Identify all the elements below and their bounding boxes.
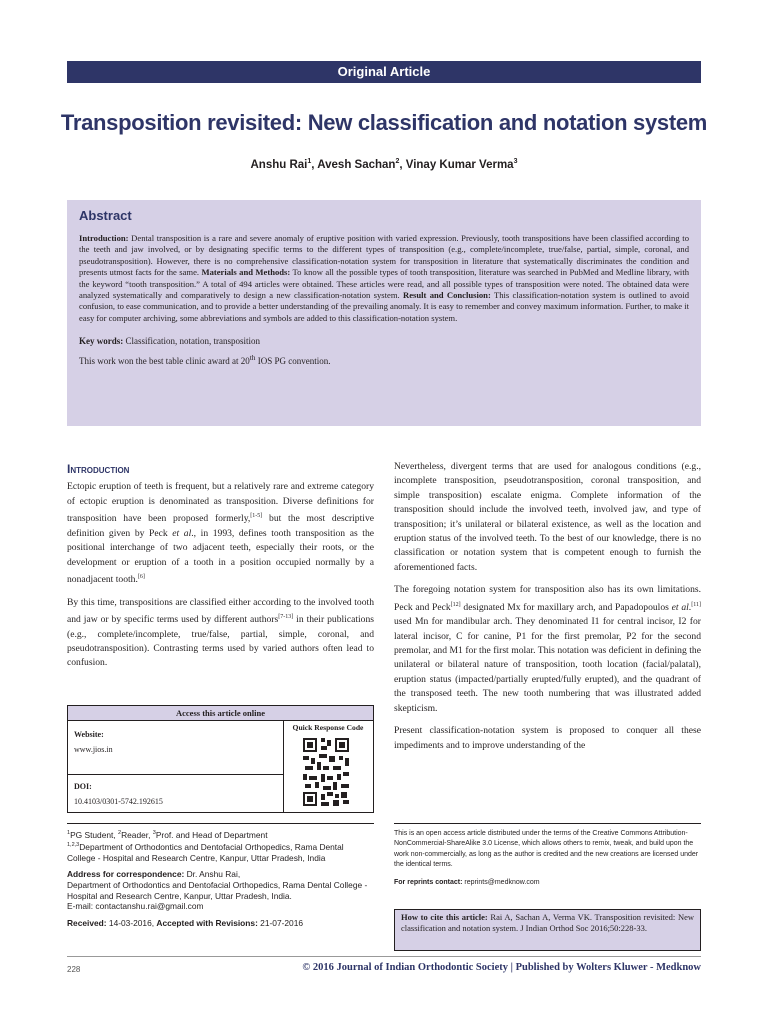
affil-sup: 3 [152,830,156,836]
paragraph: Nevertheless, divergent terms that are used for analogous conditions (e.g., incomplete transposition, pseudotransposition, coronal transposition, and simple transposition) escalate enigma. Complete information of the transposition should include the involved teeth, involved jaw, and type of transposition; it’s unilateral or bilateral existence, as well as the location and eruption status of the involved teeth. To the best of our knowledge, there is no classification or notation system that is competent enough to furnish the aforementioned facts. [394,461,701,573]
text: ., in 1993, defines tooth transposition as the positional interchange of two adjacent teeth, especially their roots, or the development or eruption of a tooth in a position occupied normally by a nonadjacent tooth. [67,527,375,586]
text: By this time, transpositions are classified either according to the involved tooth and jaw or by specific terms used by different authors [67,596,374,626]
reprints-label: For reprints contact: [394,878,463,886]
keywords-text: Classification, notation, transposition [123,336,260,347]
doi-link[interactable]: 10.4103/0301-5742.192615 [74,797,163,806]
award-note [79,352,689,367]
website-link[interactable]: www.jios.in [74,745,113,754]
abstract-panel [67,200,701,426]
affil-sup: 2 [118,830,122,836]
author-affil-sup: 2 [395,158,400,165]
website-label: Website: [74,730,104,739]
email-link[interactable]: contactanshu.rai@gmail.com [95,901,204,912]
abstract-intro-text: Dental transposition is a rare and severe anomaly of eruptive position with varied expression. Previously, tooth transpositions have been classified according to the teeth and jaw involved, or by designating specific terms to the different types of transposition (e.g., complete/incomplete, true/false, partial, simple, coronal, and pseudotransposition). However, there is no comprehensive classification-notation system for transposition in literature that systematically discriminates the condition and presents utmost facts for the same. [79,233,689,278]
qr-panel [283,720,373,812]
text: Dr. Anshu Rai, [184,869,241,880]
qr-label: Quick Response Code [292,723,364,732]
dates-block [67,918,374,929]
text: E-mail: [67,901,96,912]
paragraph: Present classification-notation system is proposed to conquer all these impediments and to improve understanding of the [394,725,701,751]
text: The foregoing notation system for transposition also has its own limitations. Peck and Peck [394,584,701,613]
author-affil-sup: 1 [307,158,312,165]
introduction-heading: Introduction [67,462,130,476]
abstract-heading: Abstract [79,208,132,223]
received-label: Received: [67,917,107,928]
text-italic: et al [172,527,192,539]
author-name: Vinay Kumar Verma [405,158,514,171]
award-sup: th [249,352,256,362]
affil-sup: 1 [67,830,71,836]
author-name: Avesh Sachan [317,158,396,171]
author-name: Anshu Rai [250,158,308,171]
divider [394,823,701,824]
abstract-results-label: Result and Conclusion: [403,290,491,301]
divider [67,823,374,824]
right-column [394,460,701,761]
doi-label: DOI: [74,782,92,791]
abstract-results-text: This classification-notation system is outlined to avoid confusion, to ease communication, and to provide a better understanding of the prevailing anomaly. It is easy to remember and convey maximum information. Further, to make it easy for computer archiving, some abbreviations and symbols are added to this classification-notation system. [79,290,690,323]
text-italic: et al [671,601,689,613]
text: used Mn for mandibular arch. They denominated I1 for central incisor, I2 for lateral incisor, C for canine, P1 for the first premolar, P2 for the second premolar, and M1 for the first molar. This notation was deficient in defining the unilateral or bilateral nature of transposition, tooth location (facial/palatal), eruption status (impacted/partially erupted/fully erupted), and the quadrant of the transposed teeth. The new tooth numbering that was illustrated added skepticism. [394,616,701,714]
award-text: This work won the best table clinic award at 20 [79,355,250,366]
text: Prof. and Head of Department [155,829,268,840]
license-text: This is an open access article distributed under the terms of the Creative Commons Attribution-NonCommercial-ShareAlike 3.0 License, which allows others to remix, tweak, and build upon the work non-commercially, as long as the author is credited and the new creations are licensed under the identical terms. [394,830,699,869]
abstract-methods-label: Materials and Methods: [201,267,291,278]
affiliation-block [67,828,374,863]
reference-link[interactable]: [7-13] [278,614,294,621]
text: . [688,601,692,613]
text: 21-07-2016 [257,917,304,928]
text: but the most descriptive definition given by Peck [67,513,374,539]
page-number: 228 [67,965,81,974]
reference-link[interactable]: [6] [137,574,145,581]
reprints-email-link[interactable]: reprints@medknow.com [462,878,540,886]
journal-footer: © 2016 Journal of Indian Orthodontic Society | Published by Wolters Kluwer - Medknow [302,962,701,973]
paragraph [67,480,374,587]
article-title: Transposition revisited: New classification and notation system [60,110,708,135]
qr-code-icon[interactable] [303,738,349,806]
author-affil-sup: 3 [513,158,518,165]
license-note [394,829,701,895]
access-box-details [68,720,284,812]
keywords-label: Key words: [79,336,124,347]
reference-link[interactable]: [11] [691,601,701,608]
text: in their publications (e.g., complete/incomplete, true/false, partial, simple, coronal, and pseudotransposition). Contrasting terms used by varied authors often lead to confusion. [67,614,374,669]
correspondence-block [67,869,374,911]
reference-link[interactable]: [12] [450,601,461,608]
citation-label: How to cite this article: [401,912,488,922]
abstract-intro-label: Introduction: [79,233,129,243]
text: designated Mx for maxillary arch, and Papadopoulos [460,601,672,613]
affil-sup: 1,2,3 [67,842,80,849]
citation-text: Rai A, Sachan A, Verma VK. Transposition revisited: New classification and notation system. J Indian Orthod Soc 2016;50:228-33. [401,912,694,934]
text: Ectopic eruption of teeth is frequent, but a relatively rare and extreme category of ectopic eruption is denominated as transposition. Diverse definitions for transposition have been proposed formerly, [67,481,374,525]
left-column [67,462,374,679]
access-article-box [67,705,374,813]
reprints-line [394,878,701,888]
accepted-label: Accepted with Revisions: [156,917,258,928]
text: 14-03-2016, [106,917,157,928]
paragraph [67,596,374,671]
abstract-body [79,233,689,324]
abstract-methods-text: To know all the possible types of tooth transposition, literature was searched in PubMed and Medline library, with the keyword “tooth transposition.” A total of 494 articles were obtained. These articles were read, and all possible types of transposition were noted. The obtained data were analyzed systematically and comparatively to design a new classification-notation system. [79,267,690,301]
reference-link[interactable]: [1-5] [250,513,263,520]
text: Reader, [121,829,153,840]
text: PG Student, [70,829,119,840]
footer-divider [67,956,701,957]
affiliations [67,828,374,934]
text: Department of Orthodontics and Dentofacial Orthopedics, Rama Dental College - Hospital and Research Centre, Kanpur, Uttar Pradesh, India [67,842,344,863]
keywords [79,336,689,347]
author-list: Anshu Rai$^1$, Avesh Sachan$^2$, Vinay Kumar Verma$^3$ [250,158,518,171]
access-box-heading: Access this article online [68,706,373,721]
award-text-end: IOS PG convention. [255,355,331,366]
text: Department of Orthodontics and Dentofacial Orthopedics, Rama Dental College - Hospital and Research Centre, Kanpur, Uttar Pradesh, India. [67,879,368,901]
section-banner: Original Article [67,61,701,83]
paragraph [394,583,701,716]
corr-label: Address for correspondence: [67,869,185,880]
citation-box [394,909,701,951]
